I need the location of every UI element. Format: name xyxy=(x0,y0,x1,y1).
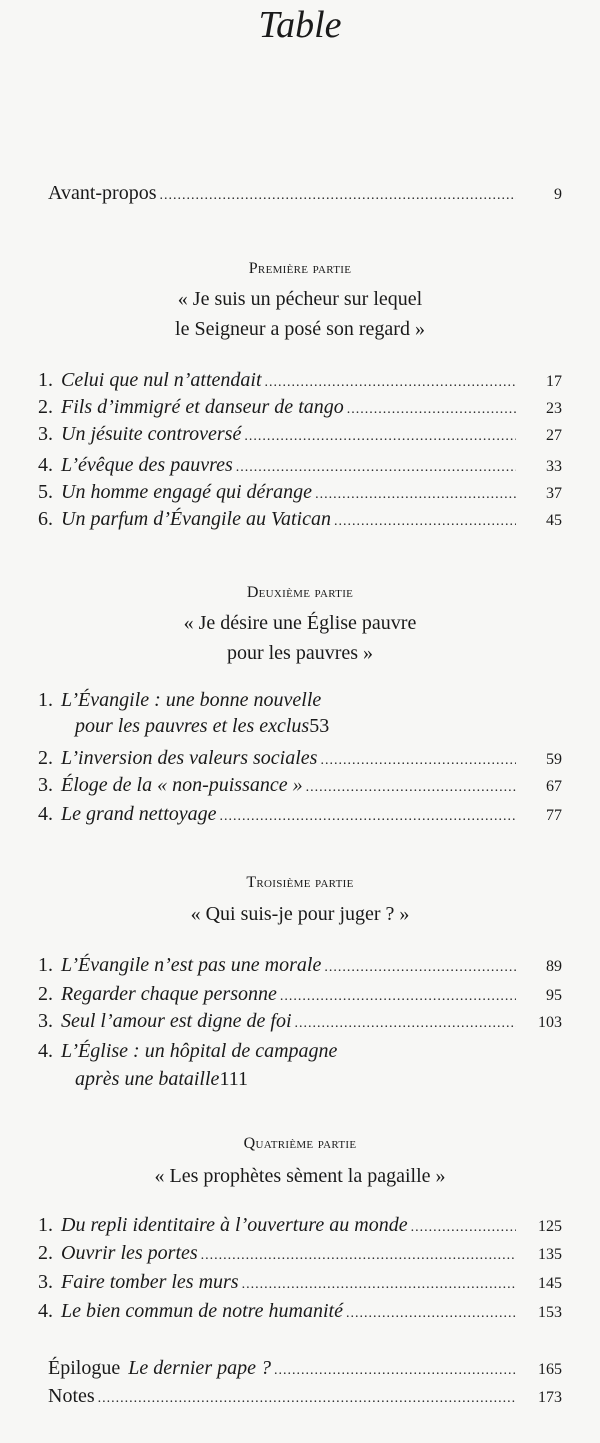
part-quote-line: « Qui suis-je pour juger ? » xyxy=(190,903,410,925)
entry-title: Avant-propos xyxy=(48,182,157,204)
entry-title: Éloge de la « non-puissance » xyxy=(61,774,303,796)
toc-entry[interactable] xyxy=(38,1212,562,1241)
entry-page: 145 xyxy=(538,1275,562,1292)
entry-page: 33 xyxy=(546,458,562,475)
entry-title: Celui que nul n’attendait xyxy=(61,369,262,391)
entry-title: Faire tomber les murs xyxy=(61,1271,239,1293)
toc-entry[interactable] xyxy=(38,452,562,481)
toc-entry-continuation[interactable] xyxy=(75,1066,562,1092)
entry-title-continued: après une bataille xyxy=(75,1068,220,1090)
part-quote-line: « Les prophètes sèment la pagaille » xyxy=(154,1165,446,1187)
dot-leader xyxy=(265,370,516,396)
entry-page: 59 xyxy=(546,751,562,768)
entry-title: Ouvrir les portes xyxy=(61,1242,198,1264)
entry-page: 103 xyxy=(538,1014,562,1031)
entry-number: 6. xyxy=(38,508,53,530)
entry-number: 1. xyxy=(38,369,53,391)
dot-leader xyxy=(201,1243,516,1269)
entry-title: Un parfum d’Évangile au Vatican xyxy=(61,508,331,530)
entry-page: 89 xyxy=(546,958,562,975)
entry-page: 153 xyxy=(538,1304,562,1321)
entry-page: 53 xyxy=(309,715,330,737)
entry-number: 3. xyxy=(38,774,53,796)
entry-page: 67 xyxy=(546,778,562,795)
toc-entry[interactable] xyxy=(38,506,562,535)
toc-entry[interactable] xyxy=(38,745,562,774)
entry-number: 3. xyxy=(38,1271,53,1293)
entry-page: 27 xyxy=(546,427,562,444)
part-quote-line: le Seigneur a posé son regard » xyxy=(175,318,425,340)
entry-title: Du repli identitaire à l’ouverture au monde xyxy=(61,1214,408,1236)
entry-number: 5. xyxy=(38,481,53,503)
entry-title: Regarder chaque personne xyxy=(61,983,277,1005)
entry-page: 173 xyxy=(538,1389,562,1406)
part-heading: Troisième partie xyxy=(246,874,354,891)
dot-leader xyxy=(242,1272,516,1298)
toc-entry[interactable] xyxy=(38,981,562,1010)
part-heading: Quatrième partie xyxy=(243,1135,357,1152)
toc-entry-notes[interactable] xyxy=(48,1383,562,1412)
toc-entry[interactable] xyxy=(38,1269,562,1298)
toc-entry[interactable] xyxy=(38,772,562,801)
toc-entry[interactable] xyxy=(38,687,562,713)
toc-entry[interactable] xyxy=(38,421,562,450)
dot-leader xyxy=(346,1301,516,1327)
dot-leader xyxy=(324,955,516,981)
dot-leader xyxy=(244,424,516,450)
entry-page: 45 xyxy=(546,512,562,529)
toc-entry[interactable] xyxy=(38,479,562,508)
dot-leader xyxy=(220,804,516,830)
toc-entry[interactable] xyxy=(38,801,562,830)
entry-page: 23 xyxy=(546,400,562,417)
entry-title: L’Évangile n’est pas une morale xyxy=(61,954,322,976)
dot-leader xyxy=(295,1011,516,1037)
entry-title: Fils d’immigré et danseur de tango xyxy=(61,396,344,418)
entry-title: Notes xyxy=(48,1385,95,1407)
entry-number: 4. xyxy=(38,1040,53,1062)
entry-number: 3. xyxy=(38,1010,53,1032)
entry-number: 2. xyxy=(38,983,53,1005)
page-title: Table xyxy=(258,4,342,46)
toc-entry[interactable] xyxy=(38,1038,562,1064)
part-heading: Deuxième partie xyxy=(246,584,354,601)
entry-title: Le grand nettoyage xyxy=(61,803,217,825)
entry-title: Le bien commun de notre humanité xyxy=(61,1300,343,1322)
toc-entry[interactable] xyxy=(38,394,562,423)
entry-page: 37 xyxy=(546,485,562,502)
entry-title: Seul l’amour est digne de foi xyxy=(61,1010,292,1032)
entry-title: Le dernier pape ? xyxy=(128,1357,271,1379)
toc-entry[interactable] xyxy=(38,367,562,396)
entry-number: 2. xyxy=(38,1242,53,1264)
dot-leader xyxy=(411,1215,516,1241)
dot-leader xyxy=(98,1386,516,1412)
toc-entry[interactable] xyxy=(38,1298,562,1327)
entry-title: Un jésuite controversé xyxy=(61,423,242,445)
entry-number: 4. xyxy=(38,803,53,825)
entry-number: 1. xyxy=(38,954,53,976)
part-quote-line: pour les pauvres » xyxy=(226,642,374,664)
dot-leader xyxy=(334,509,516,535)
toc-entry[interactable] xyxy=(38,952,562,981)
entry-number: 4. xyxy=(38,454,53,476)
entry-title: L’inversion des valeurs sociales xyxy=(61,747,318,769)
toc-entry[interactable] xyxy=(38,1008,562,1037)
entry-title-continued: pour les pauvres et les exclus xyxy=(75,715,310,737)
entry-page: 95 xyxy=(546,987,562,1004)
dot-leader xyxy=(274,1358,516,1384)
entry-title: L’Évangile : une bonne nouvelle xyxy=(61,689,322,711)
toc-entry-continuation[interactable] xyxy=(75,713,562,739)
dot-leader xyxy=(315,482,516,508)
entry-number: 3. xyxy=(38,423,53,445)
entry-number: 1. xyxy=(38,689,53,711)
entry-number: 2. xyxy=(38,747,53,769)
dot-leader xyxy=(347,397,516,423)
dot-leader xyxy=(320,748,516,774)
toc-entry[interactable] xyxy=(38,1240,562,1269)
entry-number: 2. xyxy=(38,396,53,418)
entry-label: Épilogue xyxy=(48,1357,121,1379)
entry-page: 77 xyxy=(546,807,562,824)
entry-page: 165 xyxy=(538,1361,562,1378)
part-quote-line: « Je suis un pécheur sur lequel xyxy=(177,288,423,310)
entry-title: Un homme engagé qui dérange xyxy=(61,481,313,503)
dot-leader xyxy=(280,984,516,1010)
toc-entry-epilogue[interactable] xyxy=(48,1355,562,1384)
entry-page: 9 xyxy=(554,186,562,203)
entry-page: 135 xyxy=(538,1246,562,1263)
dot-leader xyxy=(160,183,517,209)
entry-number: 1. xyxy=(38,1214,53,1236)
part-quote-line: « Je désire une Église pauvre xyxy=(183,612,417,634)
dot-leader xyxy=(306,775,516,801)
entry-page: 111 xyxy=(219,1068,248,1090)
part-heading: Première partie xyxy=(248,260,352,277)
entry-page: 17 xyxy=(546,373,562,390)
entry-page: 125 xyxy=(538,1218,562,1235)
entry-title: L’évêque des pauvres xyxy=(61,454,233,476)
toc-entry-avant-propos[interactable] xyxy=(48,180,562,209)
dot-leader xyxy=(236,455,516,481)
entry-title: L’Église : un hôpital de campagne xyxy=(61,1040,338,1062)
entry-number: 4. xyxy=(38,1300,53,1322)
